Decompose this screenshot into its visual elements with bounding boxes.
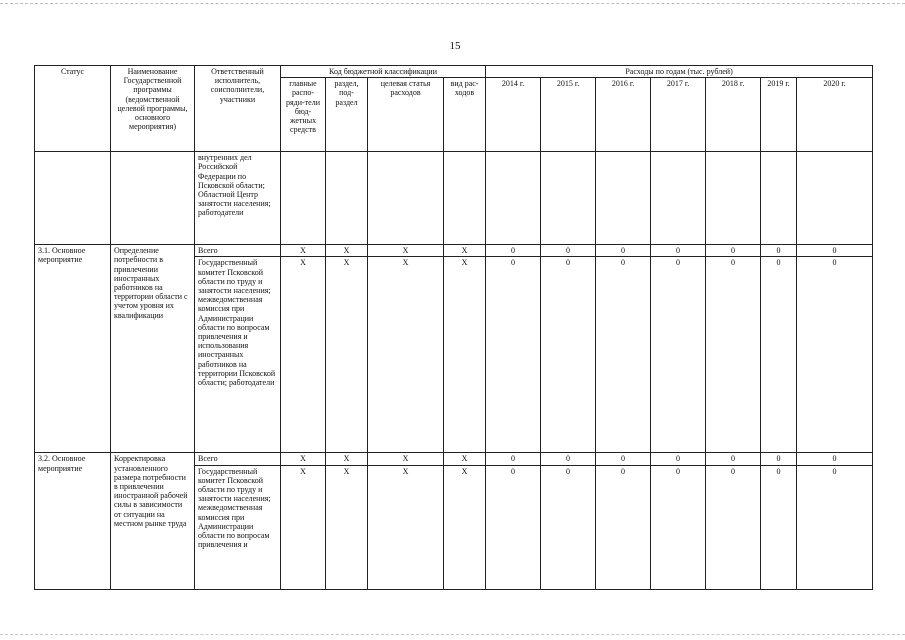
value-cell: 0 xyxy=(761,453,797,465)
scan-edge-top xyxy=(0,3,905,4)
header-expenses-group: Расходы по годам (тыс. рублей) xyxy=(486,66,873,78)
value-cell: 0 xyxy=(541,257,596,453)
value-cell: 0 xyxy=(486,245,541,257)
code-cell: Х xyxy=(326,465,368,589)
value-cell: 0 xyxy=(541,453,596,465)
row-name: Корректировка установленного размера потребности в привлечении иностранной рабочей силы в зависимости от ситуации на местном рынке труда xyxy=(111,453,195,589)
code-cell: Х xyxy=(368,257,444,453)
header-budget-code-1: раздел, под-раздел xyxy=(326,78,368,152)
row-executor: Всего xyxy=(195,245,281,257)
value-cell: 0 xyxy=(797,257,873,453)
value-cell: 0 xyxy=(797,453,873,465)
value-cell: 0 xyxy=(706,245,761,257)
value-cell: 0 xyxy=(651,257,706,453)
code-cell: Х xyxy=(281,245,326,257)
code-cell: Х xyxy=(281,453,326,465)
code-cell: Х xyxy=(368,465,444,589)
value-cell: 0 xyxy=(596,453,651,465)
header-year-2017: 2017 г. xyxy=(651,78,706,152)
header-year-2016: 2016 г. xyxy=(596,78,651,152)
header-budget-code-group: Код бюджетной классификации xyxy=(281,66,486,78)
table-row xyxy=(35,453,873,465)
value-cell: 0 xyxy=(486,257,541,453)
value-cell: 0 xyxy=(651,465,706,589)
code-cell: Х xyxy=(281,257,326,453)
header-status: Статус xyxy=(35,66,111,152)
row-executor: Государственный комитет Псковской области по труду и занятости населения; межведомственная комиссия при Администрации области по вопросам привлечения и xyxy=(195,465,281,589)
value-cell: 0 xyxy=(596,257,651,453)
header-year-2018: 2018 г. xyxy=(706,78,761,152)
expenses-table xyxy=(34,65,873,590)
code-cell: Х xyxy=(368,245,444,257)
scan-edge-bottom xyxy=(0,634,905,635)
value-cell: 0 xyxy=(706,257,761,453)
row-executor: Государственный комитет Псковской области по труду и занятости населения; межведомственная комиссия при Администрации области по вопросам привлечения и использования иностранных работников на территории Псковской области; работодатели xyxy=(195,257,281,453)
continuation-row xyxy=(35,152,873,245)
row-status: 3.2. Основное мероприятие xyxy=(35,453,111,589)
code-cell: Х xyxy=(444,465,486,589)
row-executor: Всего xyxy=(195,453,281,465)
code-cell: Х xyxy=(326,257,368,453)
header-year-2015: 2015 г. xyxy=(541,78,596,152)
page-number: 15 xyxy=(449,40,461,52)
row-status: 3.1. Основное мероприятие xyxy=(35,245,111,453)
value-cell: 0 xyxy=(706,465,761,589)
value-cell: 0 xyxy=(541,245,596,257)
code-cell: Х xyxy=(444,453,486,465)
table-row xyxy=(35,245,873,257)
header-executor: Ответственный исполнитель, соисполнители, участники xyxy=(195,66,281,152)
code-cell: Х xyxy=(326,453,368,465)
code-cell: Х xyxy=(444,257,486,453)
header-budget-code-2: целевая статья расходов xyxy=(368,78,444,152)
value-cell: 0 xyxy=(761,245,797,257)
header-budget-code-0: главные распо-ряди-тели бюд-жетных средств xyxy=(281,78,326,152)
header-program-name: Наименование Государственной программы (ведомственной целевой программы, основного мероприятия) xyxy=(111,66,195,152)
value-cell: 0 xyxy=(596,465,651,589)
value-cell: 0 xyxy=(706,453,761,465)
value-cell: 0 xyxy=(761,465,797,589)
row-name: Определение потребности в привлечении иностранных работников на территории области с учетом уровня их квалификации xyxy=(111,245,195,453)
value-cell: 0 xyxy=(797,245,873,257)
value-cell: 0 xyxy=(541,465,596,589)
value-cell: 0 xyxy=(651,245,706,257)
value-cell: 0 xyxy=(596,245,651,257)
code-cell: Х xyxy=(281,465,326,589)
header-year-2020: 2020 г. xyxy=(797,78,873,152)
value-cell: 0 xyxy=(761,257,797,453)
header-budget-code-3: вид рас-ходов xyxy=(444,78,486,152)
header-year-2014: 2014 г. xyxy=(486,78,541,152)
header-year-2019: 2019 г. xyxy=(761,78,797,152)
value-cell: 0 xyxy=(486,453,541,465)
code-cell: Х xyxy=(444,245,486,257)
value-cell: 0 xyxy=(651,453,706,465)
value-cell: 0 xyxy=(797,465,873,589)
code-cell: Х xyxy=(326,245,368,257)
code-cell: Х xyxy=(368,453,444,465)
continuation-executor: внутренних дел Российской Федерации по Псковской области; Областной Центр занятости населения; работодатели xyxy=(195,152,281,245)
value-cell: 0 xyxy=(486,465,541,589)
